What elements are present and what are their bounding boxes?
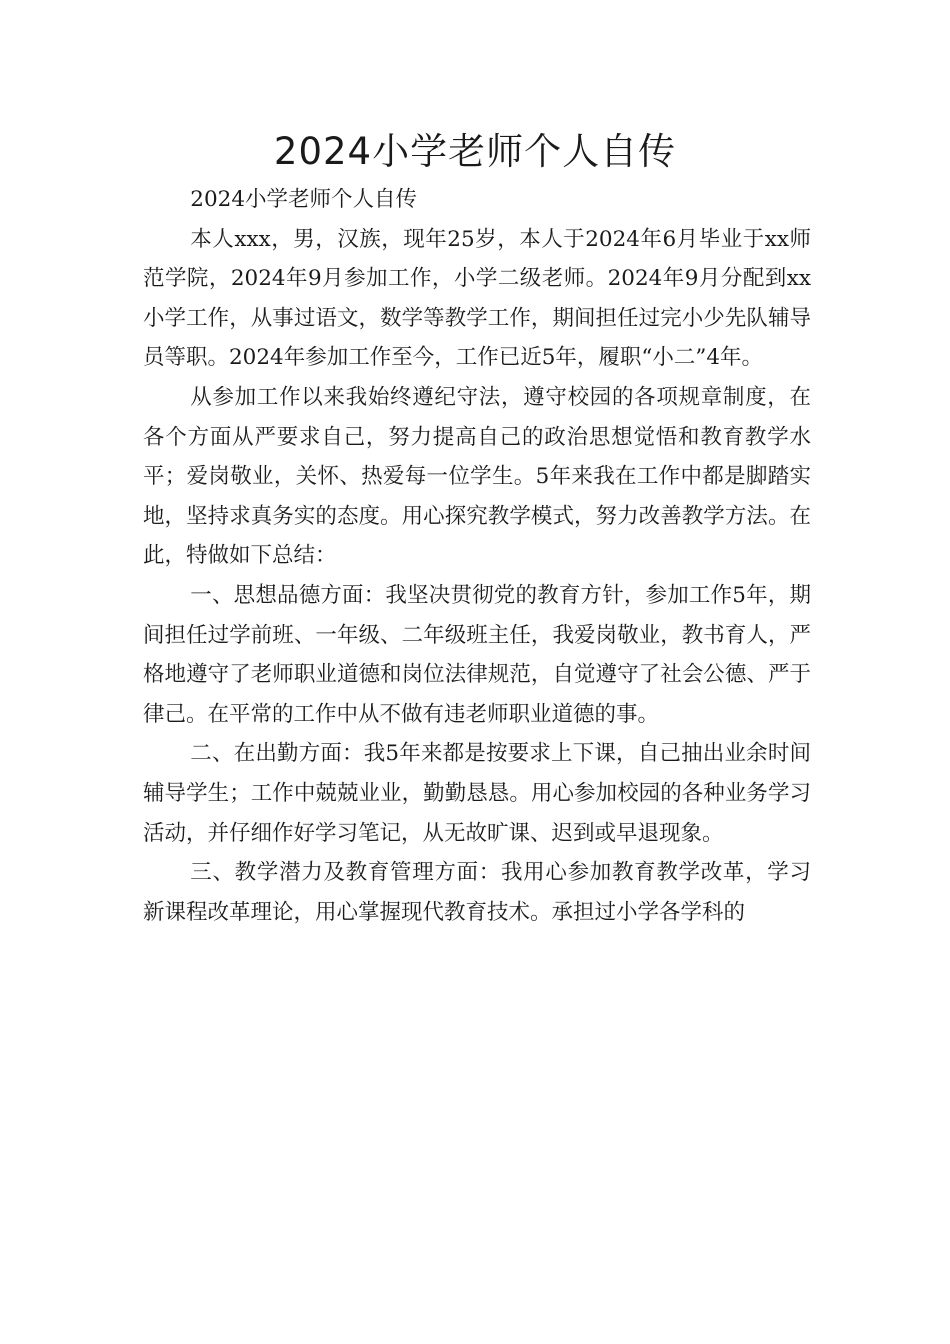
paragraph-personal-info: 本人xxx，男，汉族，现年25岁，本人于2024年6月毕业于xx师范学院，2024年9月参加工作，小学二级老师。2024年9月分配到xx小学工作，从事过语文，数学等教学工作，期间担任过完小少先队辅导员等职。2024年参加工作至今，工作已近5年，履职“小二”4年。 xyxy=(143,226,811,371)
paragraph-moral-conduct: 一、思想品德方面：我坚决贯彻党的教育方针，参加工作5年，期间担任过学前班、一年级、二年级班主任，我爱岗敬业，教书育人，严格地遵守了老师职业道德和岗位法律规范，自觉遵守了社会公德、严于律己。在平常的工作中从不做有违老师职业道德的事。 xyxy=(143,582,811,727)
paragraph-overview: 从参加工作以来我始终遵纪守法，遵守校园的各项规章制度，在各个方面从严要求自己，努力提高自己的政治思想觉悟和教育教学水平；爱岗敬业，关怀、热爱每一位学生。5年来我在工作中都是脚踏实地，坚持求真务实的态度。用心探究教学模式，努力改善教学方法。在此，特做如下总结： xyxy=(143,384,811,569)
paragraph-teaching-ability: 三、教学潜力及教育管理方面：我用心参加教育教学改革，学习新课程改革理论，用心掌握现代教育技术。承担过小学各学科的 xyxy=(143,860,811,925)
paragraph-attendance: 二、在出勤方面：我5年来都是按要求上下课，自己抽出业余时间辅导学生；工作中兢兢业业，勤勤恳恳。用心参加校园的各种业务学习活动，并仔细作好学习笔记，从无故旷课、迟到或早退现象。 xyxy=(143,741,811,846)
document-subtitle: 2024小学老师个人自传 xyxy=(190,187,418,212)
document-title: 2024小学老师个人自传 xyxy=(273,130,677,173)
document-body xyxy=(143,180,811,932)
